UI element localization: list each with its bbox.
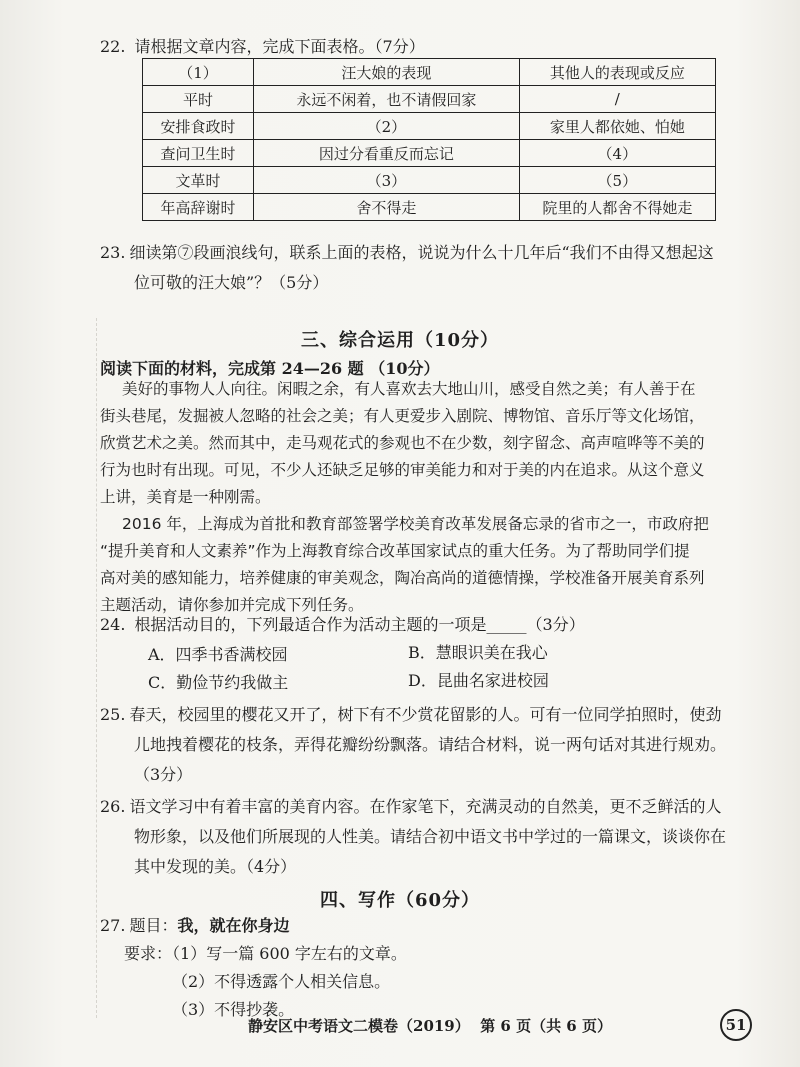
page-footer: 静安区中考语文二模卷（2019） 第 6 页（共 6 页） xyxy=(248,1017,612,1035)
question-27 xyxy=(100,912,407,1024)
page-number-badge: 51 xyxy=(720,1009,752,1041)
question-number: 22. xyxy=(100,37,126,56)
question-text-line: 春天，校园里的樱花又开了，树下有不少赏花留影的人。可有一位同学拍照时，使劲 xyxy=(129,705,722,724)
table-cell: （4） xyxy=(519,140,715,167)
question-25 xyxy=(100,700,770,790)
question-number: 26. xyxy=(100,797,126,816)
question-text-line: 物形象，以及他们所展现的人性美。请结合初中语文书中学过的一篇课文，谈谈你在 xyxy=(134,827,727,846)
table-row xyxy=(143,140,716,167)
requirement-label: 要求： xyxy=(124,944,173,963)
table-cell: 舍不得走 xyxy=(254,194,520,221)
table-cell: 因过分看重反而忘记 xyxy=(254,140,520,167)
question-text-line: 其中发现的美。（4分） xyxy=(134,857,297,876)
option-a: A．四季书香满校园 xyxy=(148,645,288,664)
table-cell: （5） xyxy=(519,167,715,194)
question-text: 根据活动目的，下列最适合作为活动主题的一项是_____（3分） xyxy=(134,615,585,634)
table-cell: 年高辞谢时 xyxy=(143,194,254,221)
table-cell: （1） xyxy=(143,59,254,86)
section-title: 四、写作（60分） xyxy=(319,890,481,911)
question-24 xyxy=(100,612,585,638)
table-header-row xyxy=(143,59,716,86)
passage-line: 高对美的感知能力，培养健康的审美观念，陶冶高尚的道德情操，学校准备开展美育系列 xyxy=(100,569,705,587)
question-text: 请根据文章内容，完成下面表格。（7分） xyxy=(134,37,425,56)
question-number: 24. xyxy=(100,615,126,634)
question-number: 23. xyxy=(100,243,126,262)
passage-line: 欣赏艺术之美。然而其中，走马观花式的参观也不在少数，刻字留念、高声喧哗等不美的 xyxy=(100,434,705,452)
table-row xyxy=(143,167,716,194)
table-cell: 安排食政时 xyxy=(143,113,254,140)
question-number: 25. xyxy=(100,705,126,724)
question-text-line: 细读第⑦段画浪线句，联系上面的表格，说说为什么十几年后“我们不由得又想起这 xyxy=(129,243,714,262)
requirement-item: （1）写一篇 600 字左右的文章。 xyxy=(172,944,407,963)
table-row xyxy=(143,113,716,140)
question-text-line: 位可敬的汪大娘”？（5分） xyxy=(134,273,329,292)
option-d: D．昆曲名家进校园 xyxy=(408,671,549,690)
essay-title: 我，就在你身边 xyxy=(177,916,290,935)
passage-line: 主题活动，请你参加并完成下列任务。 xyxy=(100,596,364,614)
table-cell: 汪大娘的表现 xyxy=(254,59,520,86)
table-cell: 家里人都依她、怕她 xyxy=(519,113,715,140)
option-b: B．慧眼识美在我心 xyxy=(408,643,548,662)
passage-line: 美好的事物人人向往。闲暇之余，有人喜欢去大地山川，感受自然之美；有人善于在 xyxy=(122,380,696,398)
table-cell: 院里的人都舍不得她走 xyxy=(519,194,715,221)
title-label: 题目： xyxy=(129,916,178,935)
question-22 xyxy=(100,34,425,60)
question-text-line: （3分） xyxy=(134,765,193,784)
table-cell: / xyxy=(519,86,715,113)
material-intro: 阅读下面的材料，完成第 24—26 题 （10分） xyxy=(100,359,440,378)
question-23 xyxy=(100,240,760,296)
section-title: 三、综合运用（10分） xyxy=(300,330,500,351)
question-number: 27. xyxy=(100,916,126,935)
table-row xyxy=(143,194,716,221)
table-cell: （3） xyxy=(254,167,520,194)
passage-line: 2016 年，上海成为首批和教育部签署学校美育改革发展备忘录的省市之一，市政府把 xyxy=(122,515,709,533)
requirement-item: （3）不得抄袭。 xyxy=(172,1000,295,1019)
question-26 xyxy=(100,792,770,882)
question-text-line: 语文学习中有着丰富的美育内容。在作家笔下，充满灵动的自然美，更不乏鲜活的人 xyxy=(129,797,722,816)
table-cell: 平时 xyxy=(143,86,254,113)
table-cell: （2） xyxy=(254,113,520,140)
table-cell: 文革时 xyxy=(143,167,254,194)
table-cell: 永远不闲着，也不请假回家 xyxy=(254,86,520,113)
table-cell: 查问卫生时 xyxy=(143,140,254,167)
answer-table xyxy=(142,58,716,221)
passage-line: 街头巷尾，发掘被人忽略的社会之美；有人更爱步入剧院、博物馆、音乐厅等文化场馆， xyxy=(100,407,705,425)
requirement-item: （2）不得透露个人相关信息。 xyxy=(172,972,391,991)
table-cell: 其他人的表现或反应 xyxy=(519,59,715,86)
option-c: C．勤俭节约我做主 xyxy=(148,673,289,692)
passage-line: 上讲，美育是一种刚需。 xyxy=(100,488,271,506)
passage-line: “提升美育和人文素养”作为上海教育综合改革国家试点的重大任务。为了帮助同学们提 xyxy=(100,542,690,560)
passage-line: 行为也时有出现。可见，不少人还缺乏足够的审美能力和对于美的内在追求。从这个意义 xyxy=(100,461,705,479)
table-row xyxy=(143,86,716,113)
question-text-line: 儿地拽着樱花的枝条，弄得花瓣纷纷飘落。请结合材料，说一两句话对其进行规劝。 xyxy=(134,735,727,754)
material-passage xyxy=(100,376,760,619)
margin-dashed-line xyxy=(96,318,98,1018)
